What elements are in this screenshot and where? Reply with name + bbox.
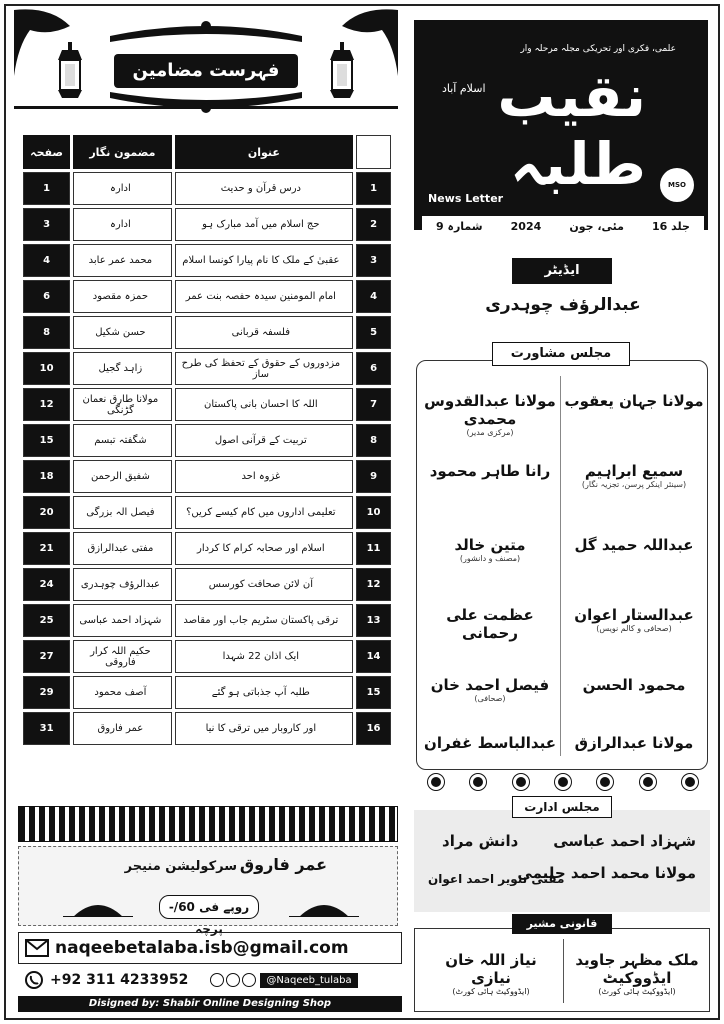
advisor-name: نیاز اللہ خان نیازی bbox=[445, 951, 537, 987]
table-row bbox=[23, 388, 391, 421]
table-row bbox=[23, 460, 391, 493]
dot-icon bbox=[597, 774, 613, 790]
twitter-icon bbox=[226, 973, 240, 987]
toc-header bbox=[10, 6, 402, 126]
phone-number[interactable]: +92 311 4233952 bbox=[50, 972, 189, 988]
row-number: 2 bbox=[356, 208, 391, 241]
writer-name: فیصل الہ بزرگی bbox=[73, 496, 171, 529]
facebook-icon bbox=[242, 973, 256, 987]
toc-table bbox=[20, 132, 394, 748]
advisor-name: ملک مظہر جاوید ایڈووکیٹ bbox=[575, 951, 699, 987]
shura-member bbox=[564, 676, 704, 694]
member-name: رانا طاہر محمود bbox=[429, 462, 551, 480]
member-desc: (صحافی) bbox=[474, 694, 506, 703]
article-title: اور کاروبار میں ترقی کا نیا bbox=[175, 712, 353, 745]
member-name: مولانا جہان یعقوب bbox=[564, 392, 704, 410]
table-row bbox=[23, 280, 391, 313]
masthead-tagline: علمی، فکری اور تحریکی مجلہ مرحلہ وار bbox=[520, 44, 676, 54]
sunburst-icon bbox=[63, 893, 133, 917]
shura-divider bbox=[560, 376, 561, 756]
article-title: تعلیمی اداروں میں کام کیسے کریں؟ bbox=[175, 496, 353, 529]
writer-name: شگفتہ تبسم bbox=[73, 424, 171, 457]
email-address[interactable]: naqeebetalaba.isb@gmail.com bbox=[55, 938, 349, 958]
member-name: عبدالستار اعوان bbox=[574, 606, 694, 624]
writer-name: شفیق الرحمن bbox=[73, 460, 171, 493]
page-number: 15 bbox=[23, 424, 70, 457]
shura-member bbox=[420, 462, 560, 480]
row-number: 13 bbox=[356, 604, 391, 637]
page-number: 10 bbox=[23, 352, 70, 385]
member-name: سمیع ابراہیم bbox=[584, 462, 684, 480]
article-title: ترقی پاکستان سٹریم جاب اور مقاصد bbox=[175, 604, 353, 637]
lantern-icon bbox=[56, 42, 84, 102]
row-number: 16 bbox=[356, 712, 391, 745]
dot-icon bbox=[470, 774, 486, 790]
sunburst-icon bbox=[289, 893, 359, 917]
issue-volume: جلد 16 bbox=[652, 219, 690, 233]
row-number: 7 bbox=[356, 388, 391, 421]
circulation-name: عمر فاروق bbox=[239, 855, 327, 874]
issue-number: شمارہ 9 bbox=[436, 219, 483, 233]
decorative-strip bbox=[18, 806, 398, 842]
page-number: 8 bbox=[23, 316, 70, 349]
shura-label: مجلس مشاورت bbox=[492, 342, 630, 366]
member-name: محمود الحسن bbox=[582, 676, 686, 694]
page-number: 1 bbox=[23, 172, 70, 205]
left-column bbox=[10, 6, 402, 1010]
row-number: 12 bbox=[356, 568, 391, 601]
lantern-icon bbox=[328, 42, 356, 102]
member-name: فیصل احمد خان bbox=[430, 676, 550, 694]
right-column bbox=[410, 6, 714, 1010]
writer-name: زاہد گجیل bbox=[73, 352, 171, 385]
article-title: مزدوروں کے حقوق کے تحفظ کی طرح ساز bbox=[175, 352, 353, 385]
email-bar bbox=[18, 932, 402, 964]
writer-name: مفتی عبدالرازق bbox=[73, 532, 171, 565]
member-desc: (مرکزی مدیر) bbox=[466, 428, 514, 437]
mail-icon bbox=[25, 939, 49, 957]
shura-member bbox=[420, 392, 560, 437]
article-title: حج اسلام میں آمد مبارک ہو bbox=[175, 208, 353, 241]
page-number: 3 bbox=[23, 208, 70, 241]
writer-name: عمر فاروق bbox=[73, 712, 171, 745]
writer-name: حسن شکیل bbox=[73, 316, 171, 349]
page-number: 4 bbox=[23, 244, 70, 277]
shura-member bbox=[564, 462, 704, 489]
member-desc: (صحافی و کالم نویس) bbox=[596, 624, 672, 633]
editor-name: عبدالرؤف چوہدری bbox=[485, 295, 641, 315]
row-number: 10 bbox=[356, 496, 391, 529]
decorative-dots bbox=[428, 774, 698, 790]
issue-year: 2024 bbox=[510, 219, 542, 233]
member-name: متین خالد bbox=[454, 536, 526, 554]
qanooni-box bbox=[414, 928, 710, 1012]
shura-member bbox=[420, 734, 560, 752]
idara-label: مجلس ادارت bbox=[512, 796, 612, 818]
issue-months: مئی، جون bbox=[569, 219, 624, 233]
member-name: عظمت علی رحمانی bbox=[446, 606, 534, 642]
member-name: عبداللہ حمید گل bbox=[574, 536, 694, 554]
row-number: 5 bbox=[356, 316, 391, 349]
designer-credit: Disigned by: Shabir Online Designing Shop bbox=[18, 996, 402, 1012]
shura-member bbox=[420, 676, 560, 703]
writer-name: ادارہ bbox=[73, 172, 171, 205]
page-number: 20 bbox=[23, 496, 70, 529]
masthead-title: نقیب طلبہ bbox=[497, 62, 646, 198]
idara-box bbox=[414, 810, 710, 912]
table-row bbox=[23, 712, 391, 745]
instagram-icon bbox=[210, 973, 224, 987]
circulation-box bbox=[18, 846, 398, 936]
shura-member bbox=[564, 606, 704, 633]
writer-name: عبدالرؤف چوہدری bbox=[73, 568, 171, 601]
writer-name: ادارہ bbox=[73, 208, 171, 241]
page-number: 29 bbox=[23, 676, 70, 709]
issue-info bbox=[422, 216, 704, 236]
row-number: 9 bbox=[356, 460, 391, 493]
writer-name: محمد عمر عابد bbox=[73, 244, 171, 277]
row-number: 4 bbox=[356, 280, 391, 313]
article-title: تربیت کے قرآنی اصول bbox=[175, 424, 353, 457]
table-row bbox=[23, 424, 391, 457]
page-number: 6 bbox=[23, 280, 70, 313]
member-name: مولانا عبدالرازق bbox=[574, 734, 694, 752]
masthead bbox=[414, 20, 708, 233]
qanooni-label: قانونی مشیر bbox=[512, 914, 612, 934]
writer-name: شہزاد احمد عباسی bbox=[73, 604, 171, 637]
dot-icon bbox=[428, 774, 444, 790]
page-number: 24 bbox=[23, 568, 70, 601]
writer-name: حکیم اللہ کرار فاروقی bbox=[73, 640, 171, 673]
row-number: 8 bbox=[356, 424, 391, 457]
shura-member bbox=[564, 734, 704, 752]
col-num bbox=[356, 135, 391, 169]
toc-heading: فہرست مضامین bbox=[114, 54, 298, 88]
row-number: 1 bbox=[356, 172, 391, 205]
article-title: امام المومنین سیدہ حفصہ بنت عمر bbox=[175, 280, 353, 313]
member-name: مولانا عبدالقدوس محمدی bbox=[424, 392, 556, 428]
dot-icon bbox=[513, 774, 529, 790]
article-title: عقبیٰ کے ملک کا نام پیارا کونسا اسلام bbox=[175, 244, 353, 277]
col-writer: مضمون نگار bbox=[73, 135, 171, 169]
table-row bbox=[23, 352, 391, 385]
row-number: 15 bbox=[356, 676, 391, 709]
table-row bbox=[23, 172, 391, 205]
article-title: درس قرآن و حدیث bbox=[175, 172, 353, 205]
page-number: 12 bbox=[23, 388, 70, 421]
masthead-city: اسلام آباد bbox=[442, 82, 486, 95]
table-row bbox=[23, 316, 391, 349]
member-desc: (مصنف و دانشور) bbox=[459, 554, 521, 563]
mso-logo: MSO bbox=[660, 168, 694, 202]
row-number: 3 bbox=[356, 244, 391, 277]
member-desc: (سینئر اینکر پرسن، تجزیہ نگار) bbox=[581, 480, 687, 489]
table-row bbox=[23, 244, 391, 277]
editor-label: ایڈیٹر bbox=[512, 258, 612, 284]
whatsapp-icon bbox=[24, 970, 44, 990]
article-title: اسلام اور صحابہ کرام کا کردار bbox=[175, 532, 353, 565]
table-row bbox=[23, 604, 391, 637]
article-title: اللہ کا احسان بانی پاکستان bbox=[175, 388, 353, 421]
shura-member bbox=[564, 392, 704, 410]
idara-member: مولانا محمد احمد حلیمی bbox=[517, 864, 696, 882]
row-number: 14 bbox=[356, 640, 391, 673]
col-title: عنوان bbox=[175, 135, 353, 169]
qanooni-divider bbox=[563, 939, 564, 1003]
circulation-label: سرکولیشن منیجر bbox=[124, 859, 237, 874]
table-row bbox=[23, 496, 391, 529]
shura-member bbox=[420, 606, 560, 642]
writer-name: مولانا طارق نعمان گڑنگی bbox=[73, 388, 171, 421]
idara-member: مفتی تنویر احمد اعوان bbox=[428, 872, 565, 886]
advisor-desc: (ایڈووکیٹ ہائی کورٹ) bbox=[598, 987, 676, 996]
idara-member: دانش مراد bbox=[442, 832, 519, 850]
table-row bbox=[23, 640, 391, 673]
page-number: 18 bbox=[23, 460, 70, 493]
row-number: 11 bbox=[356, 532, 391, 565]
table-row bbox=[23, 568, 391, 601]
page-number: 31 bbox=[23, 712, 70, 745]
shura-member bbox=[564, 536, 704, 554]
page-number: 27 bbox=[23, 640, 70, 673]
dot-icon bbox=[555, 774, 571, 790]
article-title: آن لائن صحافت کورسس bbox=[175, 568, 353, 601]
page-number: 21 bbox=[23, 532, 70, 565]
article-title: طلبہ آپ جذباتی ہو گئے bbox=[175, 676, 353, 709]
price-badge: -/60 روپے فی پرچہ bbox=[159, 895, 259, 919]
phone-bar bbox=[18, 966, 402, 994]
row-number: 6 bbox=[356, 352, 391, 385]
shura-member bbox=[420, 536, 560, 563]
table-row bbox=[23, 532, 391, 565]
member-name: عبدالباسط غفران bbox=[424, 734, 556, 752]
advisor-desc: (ایڈووکیٹ ہائی کورٹ) bbox=[452, 987, 530, 996]
writer-name: آصف محمود bbox=[73, 676, 171, 709]
social-handle[interactable]: @Naqeeb_tulaba bbox=[260, 973, 357, 988]
dot-icon bbox=[640, 774, 656, 790]
newsletter-label: News Letter bbox=[428, 192, 504, 205]
col-page: صفحہ bbox=[23, 135, 70, 169]
idara-member: شہزاد احمد عباسی bbox=[553, 832, 696, 850]
social-icons bbox=[210, 973, 256, 987]
table-row bbox=[23, 676, 391, 709]
article-title: فلسفہ قربانی bbox=[175, 316, 353, 349]
article-title: غزوہ احد bbox=[175, 460, 353, 493]
page-number: 25 bbox=[23, 604, 70, 637]
writer-name: حمزہ مقصود bbox=[73, 280, 171, 313]
table-row bbox=[23, 208, 391, 241]
dot-icon bbox=[682, 774, 698, 790]
article-title: ایک اذان 22 شہدا bbox=[175, 640, 353, 673]
